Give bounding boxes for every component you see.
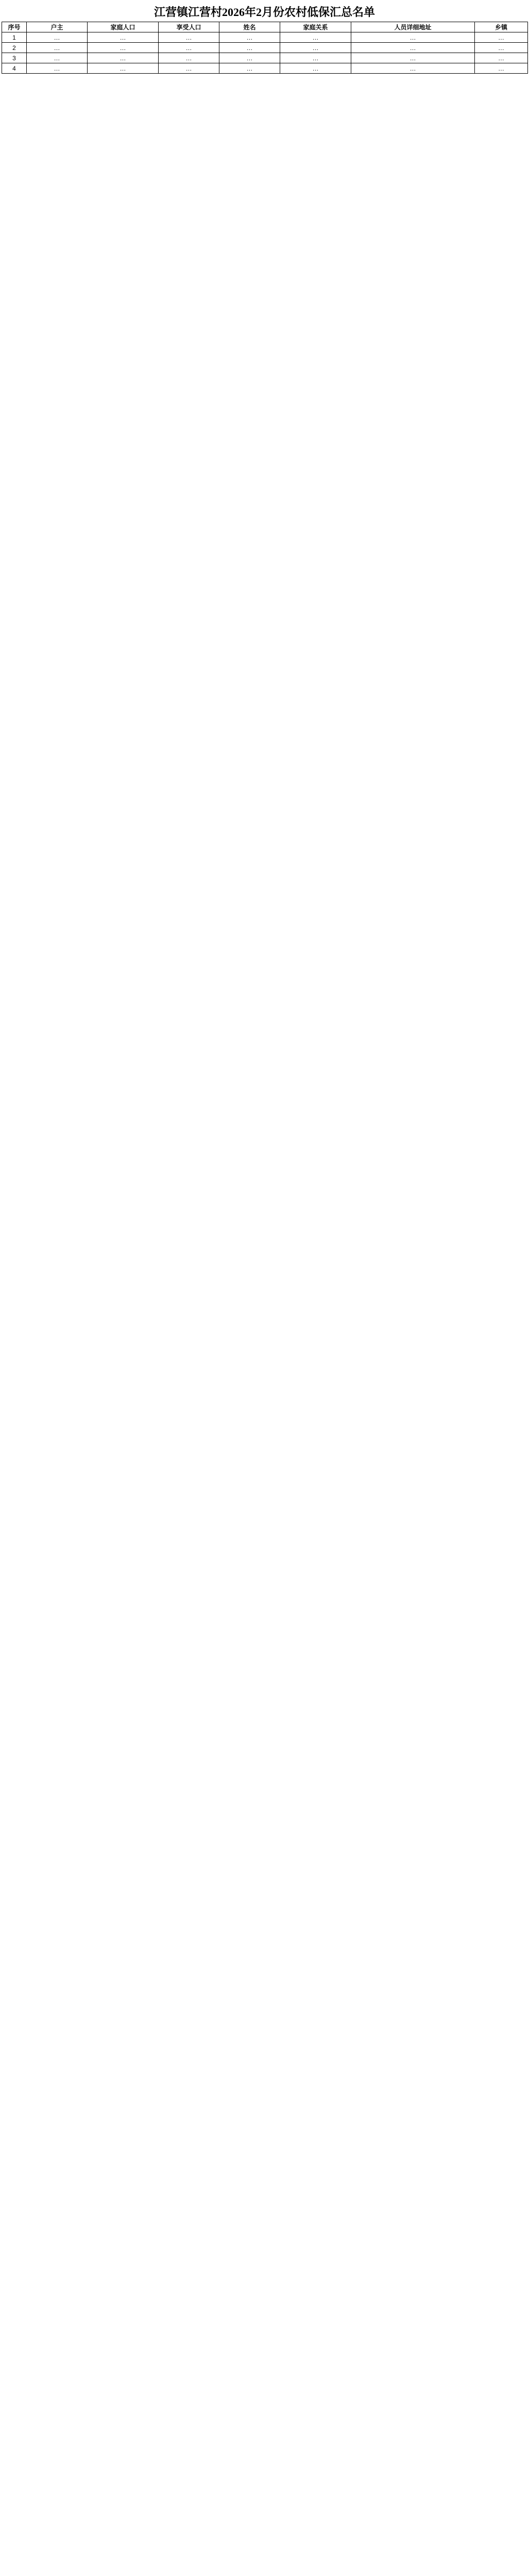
table-cell-name: … (219, 43, 280, 53)
table-body (2, 32, 528, 74)
col-header-name: 姓名 (219, 22, 280, 32)
table-cell-address: … (351, 53, 475, 63)
table-row (2, 32, 528, 43)
table-cell-relation: … (280, 32, 351, 43)
table-cell-head: … (27, 43, 88, 53)
table-cell-no: 4 (2, 63, 27, 74)
table-cell-town: … (475, 43, 528, 53)
col-header-relation: 家庭关系 (280, 22, 351, 32)
table-cell-name: … (219, 32, 280, 43)
table-cell-relation: … (280, 63, 351, 74)
col-header-enjoy: 享受人口 (159, 22, 219, 32)
table-row (2, 43, 528, 53)
table-cell-family: … (88, 32, 159, 43)
table-cell-no: 1 (2, 32, 27, 43)
table-cell-address: … (351, 43, 475, 53)
table-row (2, 53, 528, 63)
table-cell-head: … (27, 53, 88, 63)
col-header-head: 户主 (27, 22, 88, 32)
table-cell-address: … (351, 32, 475, 43)
page-title: 江营镇江营村2026年2月份农村低保汇总名单 (153, 6, 375, 19)
table-cell-enjoy: … (159, 43, 219, 53)
table-cell-relation: … (280, 53, 351, 63)
table-cell-name: … (219, 53, 280, 63)
table-cell-no: 2 (2, 43, 27, 53)
table-cell-relation: … (280, 43, 351, 53)
table-cell-town: … (475, 63, 528, 74)
table-header-row (2, 22, 528, 32)
table-cell-town: … (475, 53, 528, 63)
table-cell-enjoy: … (159, 53, 219, 63)
table-cell-family: … (88, 43, 159, 53)
table-cell-enjoy: … (159, 63, 219, 74)
table-row (2, 63, 528, 74)
table-cell-town: … (475, 32, 528, 43)
table-cell-address: … (351, 63, 475, 74)
table-cell-family: … (88, 63, 159, 74)
subsidy-table (2, 22, 528, 74)
table-cell-head: … (27, 63, 88, 74)
col-header-town: 乡镇 (475, 22, 528, 32)
col-header-address: 人员详细地址 (351, 22, 475, 32)
table-cell-family: … (88, 53, 159, 63)
col-header-no: 序号 (2, 22, 27, 32)
table-cell-no: 3 (2, 53, 27, 63)
table-cell-name: … (219, 63, 280, 74)
col-header-family: 家庭人口 (88, 22, 159, 32)
table-cell-head: … (27, 32, 88, 43)
table-cell-enjoy: … (159, 32, 219, 43)
